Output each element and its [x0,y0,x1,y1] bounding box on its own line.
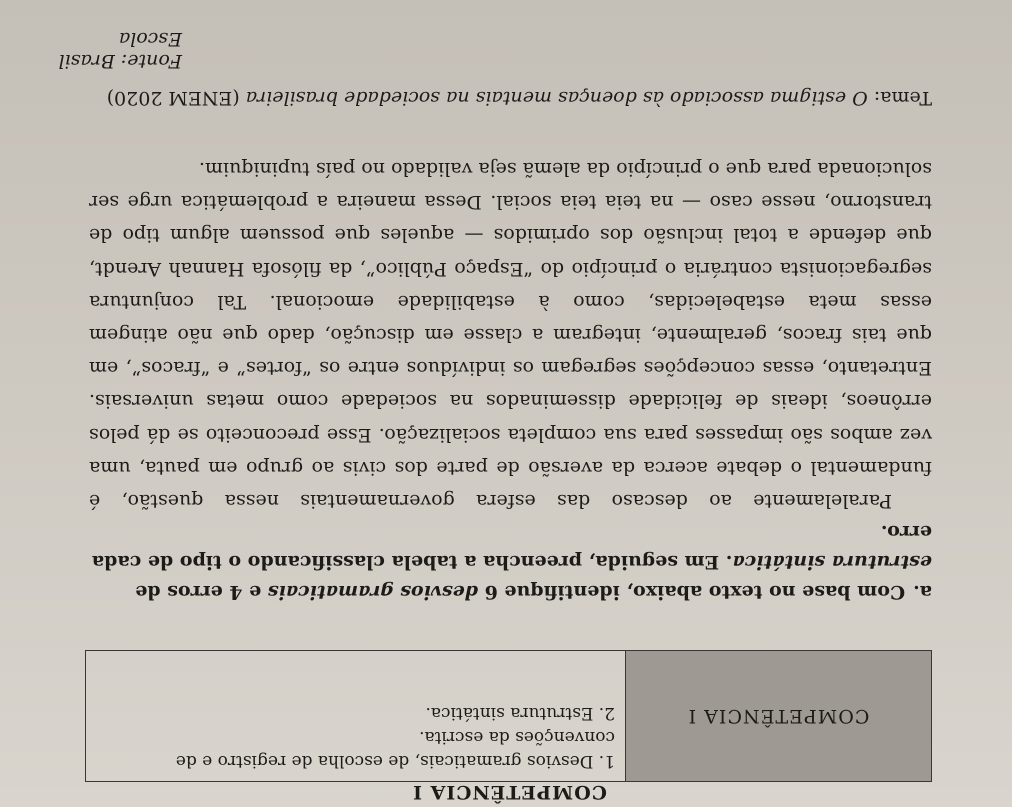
question-text-3: . Em seguida, preencha a tabela classificando o tipo de cada erro. [91,521,932,573]
competencia-table [85,650,932,782]
competencia-title: COMPETÊNCIA I [412,781,607,803]
question-italic-1: desvios gramaticais [267,581,478,603]
essay-passage: Paralelamente ao descaso das esfera governamentais nessa questão, é fundamental o debate acerca da aversão de parte dos civis ao grupo em pauta, uma vez ambos são impasses para sua completa socialização. Esse preconceito se dá pelos errôneos, ideais de felicidade disseminados na sociedade como metas universais. Entretanto, essas concepções segregam os indivíduos entre os “fortes” e “fracos”, em que tais fracos, geralmente, integram a classe em discução, dado que não atingem essas meta estabelecidas, como à estabilidade emocional. Tal conjuntura segregacionista contrária o princípio do “Espaço Público”, da filósofa Hannah Arendt, que defende a total inclusão dos oprimidos — aqueles que possuem algum tipo de transtorno, nesse caso — na teia teia social. Dessa maneira a problemática urge ser solucionada para que o princípio da alemã seja validado no país tupiniquim. [89,157,932,512]
theme-prefix: Tema: [867,87,932,109]
question-text-1: Com base no texto abaixo, identifique 6 [477,581,906,603]
question-a [84,517,932,607]
question-italic-2: estrutura sintática [732,551,932,573]
source-credit: Fonte: Brasil Escola [58,28,182,72]
question-text-2: e 4 erros de [135,581,268,603]
table-label-cell: COMPETÊNCIA I [625,651,931,781]
theme-title: O estigma associado às doenças mentais na sociedade brasileira [245,87,868,109]
question-letter: a. [913,581,932,603]
table-description-cell [86,651,625,781]
table-item-2: 2. Estrutura sintática. [425,703,615,723]
table-item-1: 1. Desvios gramaticais, de escolha de registro e de convenções da escrita. [175,727,615,771]
theme-suffix: (ENEM 2020) [106,87,246,109]
theme-line [107,87,932,109]
